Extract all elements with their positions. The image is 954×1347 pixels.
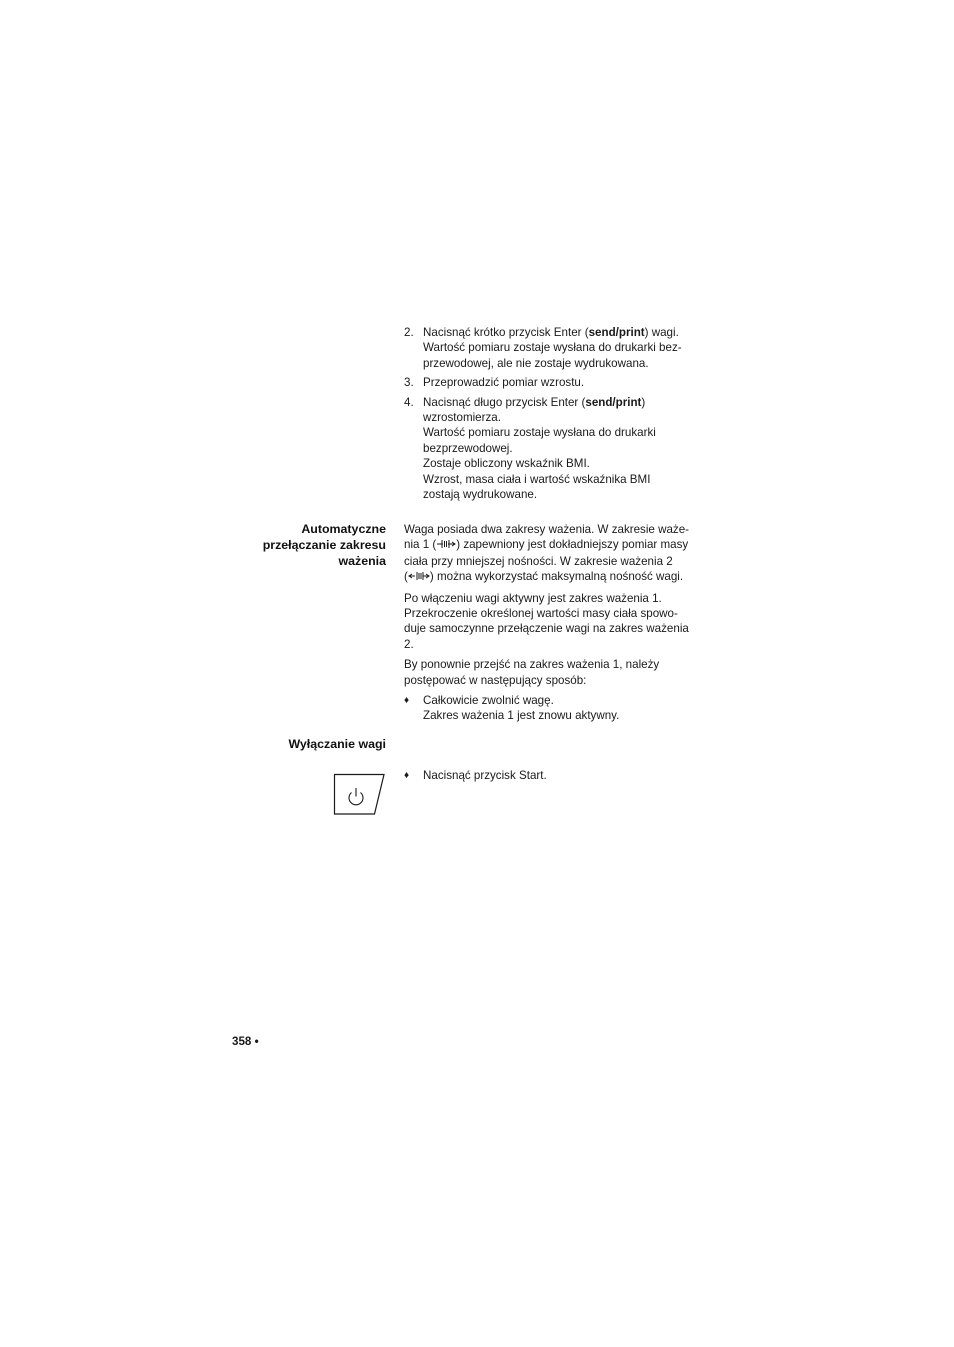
bullet-detail: Zakres ważenia 1 jest znowu aktywny. [423, 709, 620, 723]
heading-line: ważenia [338, 554, 386, 568]
steps-list [404, 325, 700, 502]
step-3 [404, 375, 700, 390]
paragraph-line: Po włączeniu wagi aktywny jest zakres ważenia 1. [404, 591, 662, 605]
switch-off-body [404, 768, 700, 783]
step-detail: wzrostomierza. [423, 411, 501, 425]
step-detail: Zostaje obliczony wskaźnik BMI. [423, 457, 590, 471]
section-heading-switch-off: Wyłączanie wagi [288, 737, 386, 751]
step-instruction: Nacisnąć długo przycisk Enter (send/print) [423, 395, 646, 409]
auto-range-body [404, 522, 700, 724]
paragraph-line: nia 1 ( ) zapewniony jest dokładniejszy pomiar masy [404, 537, 700, 553]
step-instruction: Nacisnąć krótko przycisk Enter (send/print) wagi. [423, 326, 679, 339]
step-number: 4. [404, 395, 414, 409]
section-heading-auto-range [263, 521, 386, 569]
page-number [232, 1035, 259, 1048]
page-number-separator: • [254, 1035, 259, 1048]
paragraph-line: ciała przy mniejszej nośności. W zakresie ważenia 2 [404, 554, 673, 568]
paragraph-line: Przekroczenie określonej wartości masy ciała spowo- [404, 607, 678, 621]
step-detail: Wartość pomiaru zostaje wysłana do drukarki [423, 426, 656, 440]
switch-off-bullet [404, 768, 700, 783]
step-number: 2. [404, 326, 414, 339]
heading-line: Automatyczne [301, 522, 386, 536]
power-icon [333, 773, 385, 815]
step-detail: Wartość pomiaru zostaje wysłana do drukarki bez- [423, 341, 682, 355]
paragraph-line: ( ) można wykorzystać maksymalną nośność wagi. [404, 569, 700, 585]
bullet-instruction: Nacisnąć przycisk Start. [423, 769, 547, 782]
range-2-icon [408, 570, 430, 585]
paragraph-line: duje samoczynne przełączenie wagi na zakres ważenia [404, 622, 689, 636]
page-number-value: 358 [232, 1035, 252, 1048]
heading-line: przełączanie zakresu [262, 538, 386, 552]
auto-range-bullet [404, 693, 700, 724]
diamond-bullet-icon: ♦ [404, 695, 410, 707]
paragraph-line: By ponownie przejść na zakres ważenia 1, należy [404, 658, 660, 672]
step-4 [404, 395, 700, 503]
step-detail: przewodowej, ale nie zostaje wydrukowana. [423, 356, 649, 370]
paragraph-line: 2. [404, 637, 414, 651]
paragraph-line: Waga posiada dwa zakresy ważenia. W zakresie waże- [404, 523, 690, 536]
bullet-instruction: Całkowicie zwolnić wagę. [423, 694, 554, 708]
step-number: 3. [404, 376, 414, 390]
range-1-icon [436, 538, 456, 553]
auto-range-paragraph-3 [404, 657, 700, 688]
auto-range-paragraph-1 [404, 522, 700, 586]
diamond-bullet-icon: ♦ [404, 770, 410, 781]
step-detail: bezprzewodowej. [423, 441, 513, 455]
start-button-illustration [333, 773, 385, 815]
auto-range-paragraph-2 [404, 591, 700, 653]
step-2 [404, 325, 700, 371]
step-detail: zostają wydrukowane. [423, 488, 538, 502]
paragraph-line: postępować w następujący sposób: [404, 673, 587, 687]
step-detail: Wzrost, masa ciała i wartość wskaźnika BMI [423, 472, 651, 486]
step-instruction: Przeprowadzić pomiar wzrostu. [423, 376, 585, 390]
